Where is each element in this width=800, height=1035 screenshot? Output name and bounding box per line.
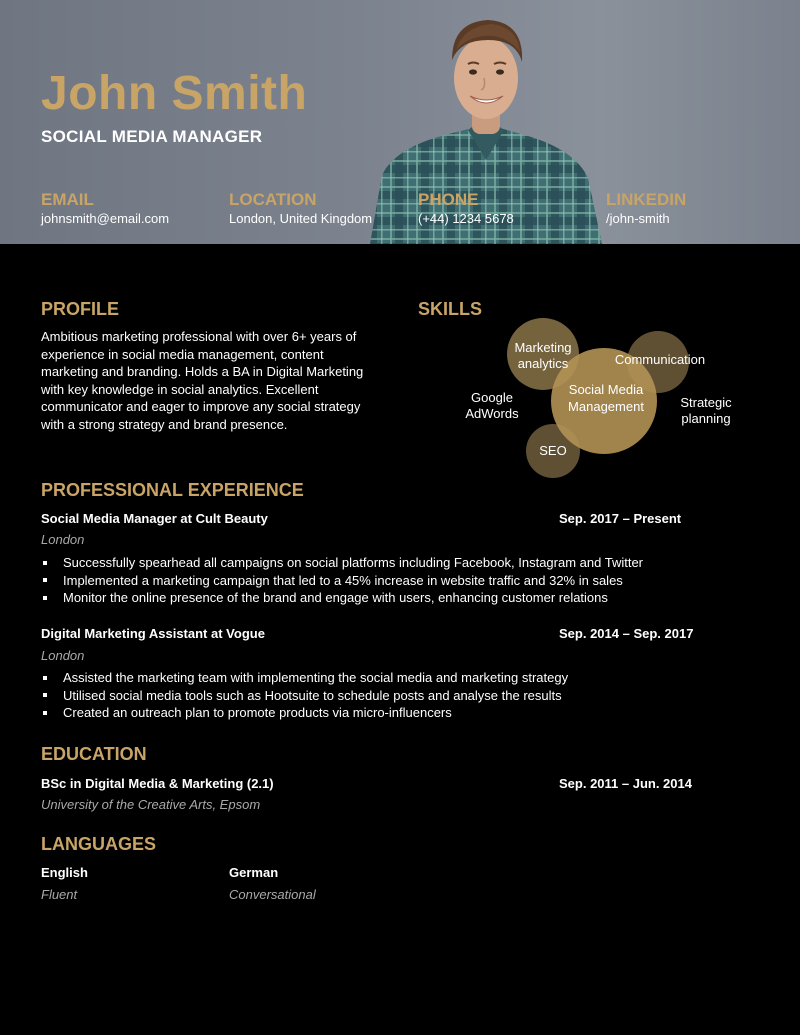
education-heading: EDUCATION — [41, 744, 147, 764]
skill-label: Google — [471, 390, 513, 405]
job-bullets — [41, 669, 568, 722]
bullet-item: Monitor the online presence of the brand and engage with users, enhancing customer relations — [41, 589, 643, 607]
job-dates: Sep. 2014 – Sep. 2017 — [559, 626, 694, 641]
language-level: Conversational — [229, 887, 316, 902]
language-level: Fluent — [41, 887, 78, 902]
contact-label: PHONE — [418, 190, 479, 209]
bullet-item: Implemented a marketing campaign that led to a 45% increase in website traffic and 32% in sales — [41, 572, 643, 590]
job-dates: Sep. 2017 – Present — [559, 511, 682, 526]
degree-title: BSc in Digital Media & Marketing (2.1) — [41, 776, 274, 791]
candidate-name: John Smith — [41, 67, 308, 120]
bullet-item: Successfully spearhead all campaigns on social platforms including Facebook, Instagram and Twitter — [41, 554, 643, 572]
skill-label: Communication — [614, 352, 706, 367]
contact-location — [229, 190, 414, 226]
job-title: Digital Marketing Assistant at Vogue — [41, 626, 265, 641]
job-title: Social Media Manager at Cult Beauty — [41, 511, 268, 526]
experience-heading: PROFESSIONAL EXPERIENCE — [41, 480, 304, 500]
contact-label: LINKEDIN — [606, 190, 687, 209]
email-value[interactable]: johnsmith@email.com — [41, 211, 170, 226]
skills-bubble-chart — [420, 300, 760, 485]
skill-label: Strategic — [680, 395, 732, 410]
contact-linkedin — [606, 190, 791, 226]
skill-label: planning — [681, 411, 731, 426]
contact-label: LOCATION — [229, 190, 317, 209]
skill-label: Management — [568, 399, 644, 414]
contact-label: EMAIL — [41, 190, 94, 209]
contact-email — [41, 190, 226, 226]
skills-heading: SKILLS — [418, 299, 483, 319]
bullet-item: Created an outreach plan to promote products via micro-influencers — [41, 704, 568, 722]
contact-phone — [418, 190, 603, 226]
skill-label: Social Media — [568, 382, 644, 397]
skill-label: SEO — [539, 443, 567, 458]
profile-summary: Ambitious marketing professional with over 6+ years of experience in social media management, content marketing and branding. Holds a BA in Digital Marketing with key knowledge in social analytics. Excellent communicator and eager to improve any social strategy with a strong strategy and brand presence. — [41, 329, 364, 432]
location-value: London, United Kingdom — [229, 211, 373, 226]
phone-value[interactable]: (+44) 1234 5678 — [418, 211, 514, 226]
resume-header — [0, 0, 800, 244]
skill-label: analytics — [517, 356, 569, 371]
job-location: London — [41, 532, 85, 547]
education-dates: Sep. 2011 – Jun. 2014 — [559, 776, 692, 791]
job-bullets — [41, 554, 643, 607]
skill-label: AdWords — [465, 406, 519, 421]
languages-heading: LANGUAGES — [41, 834, 157, 854]
bullet-item: Utilised social media tools such as Hootsuite to schedule posts and analyse the results — [41, 687, 568, 705]
school-name: University of the Creative Arts, Epsom — [41, 797, 261, 812]
language-name: German — [229, 865, 279, 880]
profile-heading: PROFILE — [41, 299, 120, 319]
linkedin-value[interactable]: /john-smith — [606, 211, 670, 226]
job-location: London — [41, 648, 85, 663]
candidate-job-title: SOCIAL MEDIA MANAGER — [41, 127, 263, 146]
skill-label: Marketing — [514, 340, 572, 355]
language-name: English — [41, 865, 88, 880]
bullet-item: Assisted the marketing team with implementing the social media and marketing strategy — [41, 669, 568, 687]
